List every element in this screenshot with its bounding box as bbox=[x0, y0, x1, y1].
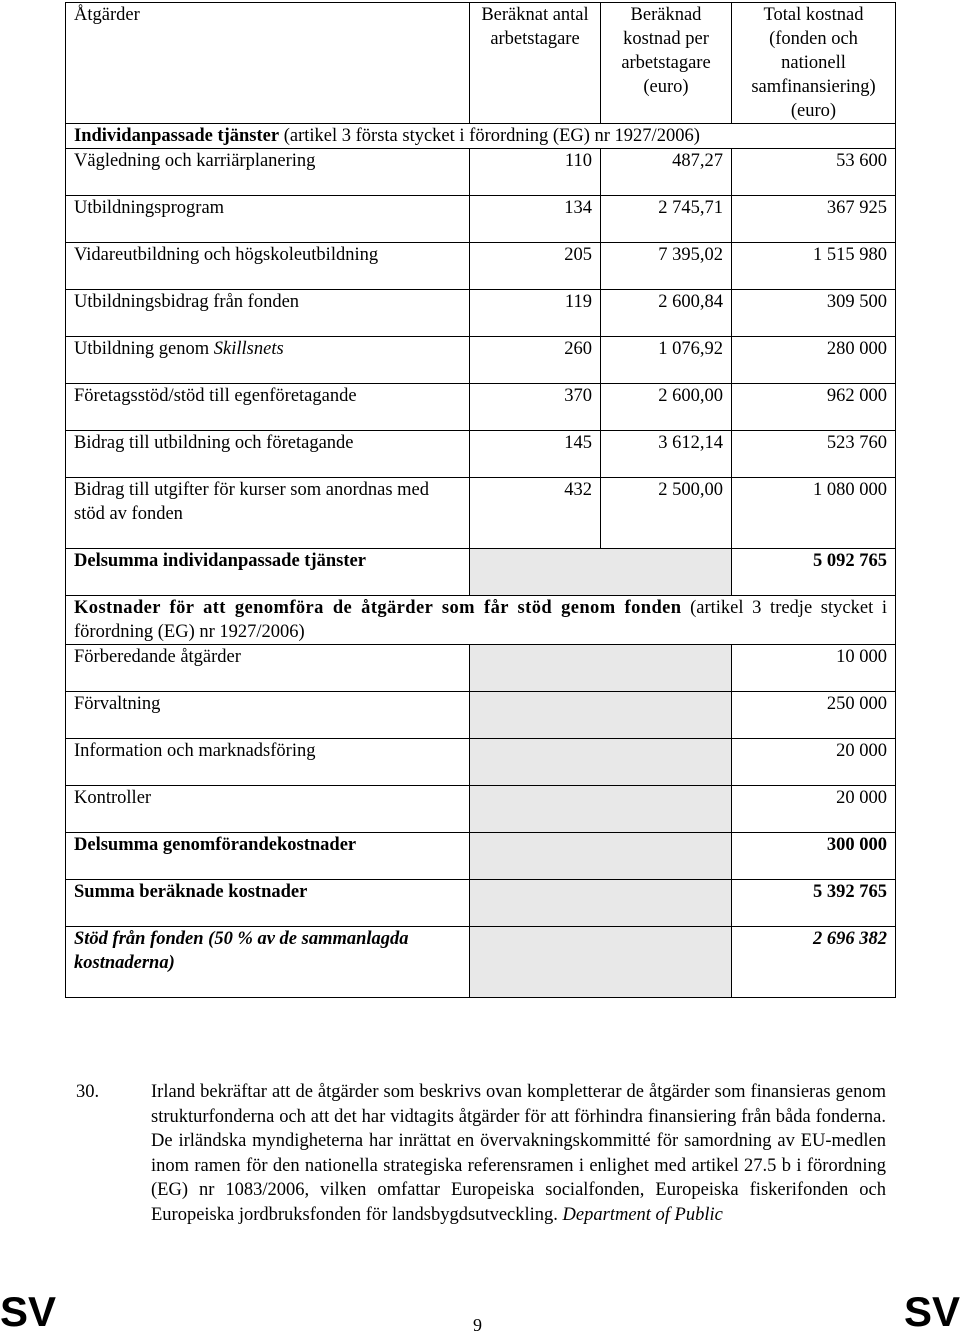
row-workers: 432 bbox=[470, 478, 601, 549]
impl-total: 20 000 bbox=[732, 786, 896, 833]
impl-row bbox=[66, 739, 896, 786]
section-title-bold: Kostnader för att genomföra de åtgärder som får stöd genom fonden bbox=[74, 598, 682, 618]
row-label: Vägledning och karriärplanering bbox=[66, 149, 470, 196]
subtotal-label bbox=[66, 549, 470, 596]
footer-language-right: SV bbox=[903, 1288, 960, 1335]
section-individual-services bbox=[66, 124, 896, 149]
table-row bbox=[66, 431, 896, 478]
support-row bbox=[66, 927, 896, 998]
row-cost: 487,27 bbox=[601, 149, 732, 196]
paragraph-number: 30. bbox=[76, 1082, 100, 1102]
section-title bbox=[66, 124, 896, 149]
shaded-cell bbox=[470, 739, 732, 786]
subtotal-label bbox=[66, 833, 470, 880]
table-row bbox=[66, 384, 896, 431]
paragraph-text bbox=[151, 1080, 886, 1227]
shaded-cell bbox=[470, 927, 732, 998]
header-cost-per-worker: Beräknad kostnad per arbetstagare (euro) bbox=[601, 3, 732, 124]
row-label: Utbildningsprogram bbox=[66, 196, 470, 243]
subtotal-label-text: Delsumma individanpassade tjänster bbox=[74, 551, 366, 571]
row-workers: 260 bbox=[470, 337, 601, 384]
header-row bbox=[66, 3, 896, 124]
row-total: 280 000 bbox=[732, 337, 896, 384]
support-total bbox=[732, 927, 896, 998]
row-total: 523 760 bbox=[732, 431, 896, 478]
row-total: 53 600 bbox=[732, 149, 896, 196]
header-total-cost: Total kostnad (fonden och nationell samfinansiering) (euro) bbox=[732, 3, 896, 124]
section-title-bold: Individanpassade tjänster bbox=[74, 126, 280, 146]
impl-row bbox=[66, 786, 896, 833]
shaded-cell bbox=[470, 549, 732, 596]
impl-label: Förberedande åtgärder bbox=[66, 645, 470, 692]
row-total: 1 080 000 bbox=[732, 478, 896, 549]
impl-total: 10 000 bbox=[732, 645, 896, 692]
row-cost: 2 745,71 bbox=[601, 196, 732, 243]
row-workers: 119 bbox=[470, 290, 601, 337]
table-row bbox=[66, 337, 896, 384]
subtotal-total-text: 300 000 bbox=[826, 835, 887, 855]
row-cost: 2 500,00 bbox=[601, 478, 732, 549]
row-label: Vidareutbildning och högskoleutbildning bbox=[66, 243, 470, 290]
row-cost: 7 395,02 bbox=[601, 243, 732, 290]
support-label bbox=[66, 927, 470, 998]
header-measures: Åtgärder bbox=[66, 3, 470, 124]
row-label-prefix: Utbildning genom bbox=[74, 339, 214, 359]
row-label: Företagsstöd/stöd till egenföretagande bbox=[66, 384, 470, 431]
row-cost: 1 076,92 bbox=[601, 337, 732, 384]
shaded-cell bbox=[470, 692, 732, 739]
row-total: 1 515 980 bbox=[732, 243, 896, 290]
table-row bbox=[66, 243, 896, 290]
impl-total: 250 000 bbox=[732, 692, 896, 739]
paragraph-text-italic: Department of Public bbox=[562, 1204, 723, 1225]
sum-label bbox=[66, 880, 470, 927]
section-title bbox=[66, 596, 896, 645]
subtotal-total bbox=[732, 549, 896, 596]
subtotal-implementation-row bbox=[66, 833, 896, 880]
page-number: 9 bbox=[473, 1315, 482, 1335]
row-workers: 145 bbox=[470, 431, 601, 478]
support-total-text: 2 696 382 bbox=[813, 929, 887, 949]
sum-total bbox=[732, 880, 896, 927]
subtotal-total bbox=[732, 833, 896, 880]
shaded-cell bbox=[470, 786, 732, 833]
sum-total-text: 5 392 765 bbox=[813, 882, 887, 902]
subtotal-label-text: Delsumma genomförandekostnader bbox=[74, 835, 357, 855]
cost-table bbox=[65, 2, 896, 998]
row-label-italic: Skillsnets bbox=[213, 339, 284, 359]
impl-total: 20 000 bbox=[732, 739, 896, 786]
paragraph-text-main: Irland bekräftar att de åtgärder som beskrivs ovan kompletterar de åtgärder som finansieras genom strukturfonderna och att det har vidtagits åtgärder för att förhindra finansiering från båda fonderna. De irländska myndigheterna har inrättat en övervakningskommitté för samordning av EU-medlen inom ramen för den nationella strategiska referensramen i enlighet med artikel 27.5 b i förordning (EG) nr 1083/2006, vilken omfattar Europeiska socialfonden, Europeiska fiskerifonden och Europeiska jordbruksfonden för landsbygdsutveckling. bbox=[151, 1082, 886, 1225]
table-row bbox=[66, 196, 896, 243]
impl-label: Förvaltning bbox=[66, 692, 470, 739]
shaded-cell bbox=[470, 833, 732, 880]
row-cost: 3 612,14 bbox=[601, 431, 732, 478]
subtotal-total-text: 5 092 765 bbox=[813, 551, 887, 571]
row-cost: 2 600,00 bbox=[601, 384, 732, 431]
row-workers: 205 bbox=[470, 243, 601, 290]
table-row bbox=[66, 478, 896, 549]
row-total: 367 925 bbox=[732, 196, 896, 243]
section-title-rest: (artikel 3 första stycket i förordning (EG) nr 1927/2006) bbox=[279, 126, 700, 146]
footer-language-left: SV bbox=[0, 1288, 57, 1335]
header-workers: Beräknat antal arbetstagare bbox=[470, 3, 601, 124]
impl-row bbox=[66, 645, 896, 692]
section-title-rest: (artikel 3 tredje stycket i förordning (EG) nr 1927/2006) bbox=[74, 598, 887, 642]
row-label: Bidrag till utgifter för kurser som anordnas med stöd av fonden bbox=[66, 478, 470, 549]
row-workers: 134 bbox=[470, 196, 601, 243]
table-row bbox=[66, 149, 896, 196]
support-label-text: Stöd från fonden (50 % av de sammanlagda kostnaderna) bbox=[74, 929, 409, 973]
section-implementation-costs bbox=[66, 596, 896, 645]
row-workers: 110 bbox=[470, 149, 601, 196]
row-total: 962 000 bbox=[732, 384, 896, 431]
row-label: Bidrag till utbildning och företagande bbox=[66, 431, 470, 478]
row-cost: 2 600,84 bbox=[601, 290, 732, 337]
impl-row bbox=[66, 692, 896, 739]
sum-label-text: Summa beräknade kostnader bbox=[74, 882, 308, 902]
row-label: Utbildningsbidrag från fonden bbox=[66, 290, 470, 337]
impl-label: Information och marknadsföring bbox=[66, 739, 470, 786]
row-label bbox=[66, 337, 470, 384]
impl-label: Kontroller bbox=[66, 786, 470, 833]
sum-row bbox=[66, 880, 896, 927]
row-total: 309 500 bbox=[732, 290, 896, 337]
table-row bbox=[66, 290, 896, 337]
shaded-cell bbox=[470, 880, 732, 927]
shaded-cell bbox=[470, 645, 732, 692]
subtotal-individual-row bbox=[66, 549, 896, 596]
row-workers: 370 bbox=[470, 384, 601, 431]
